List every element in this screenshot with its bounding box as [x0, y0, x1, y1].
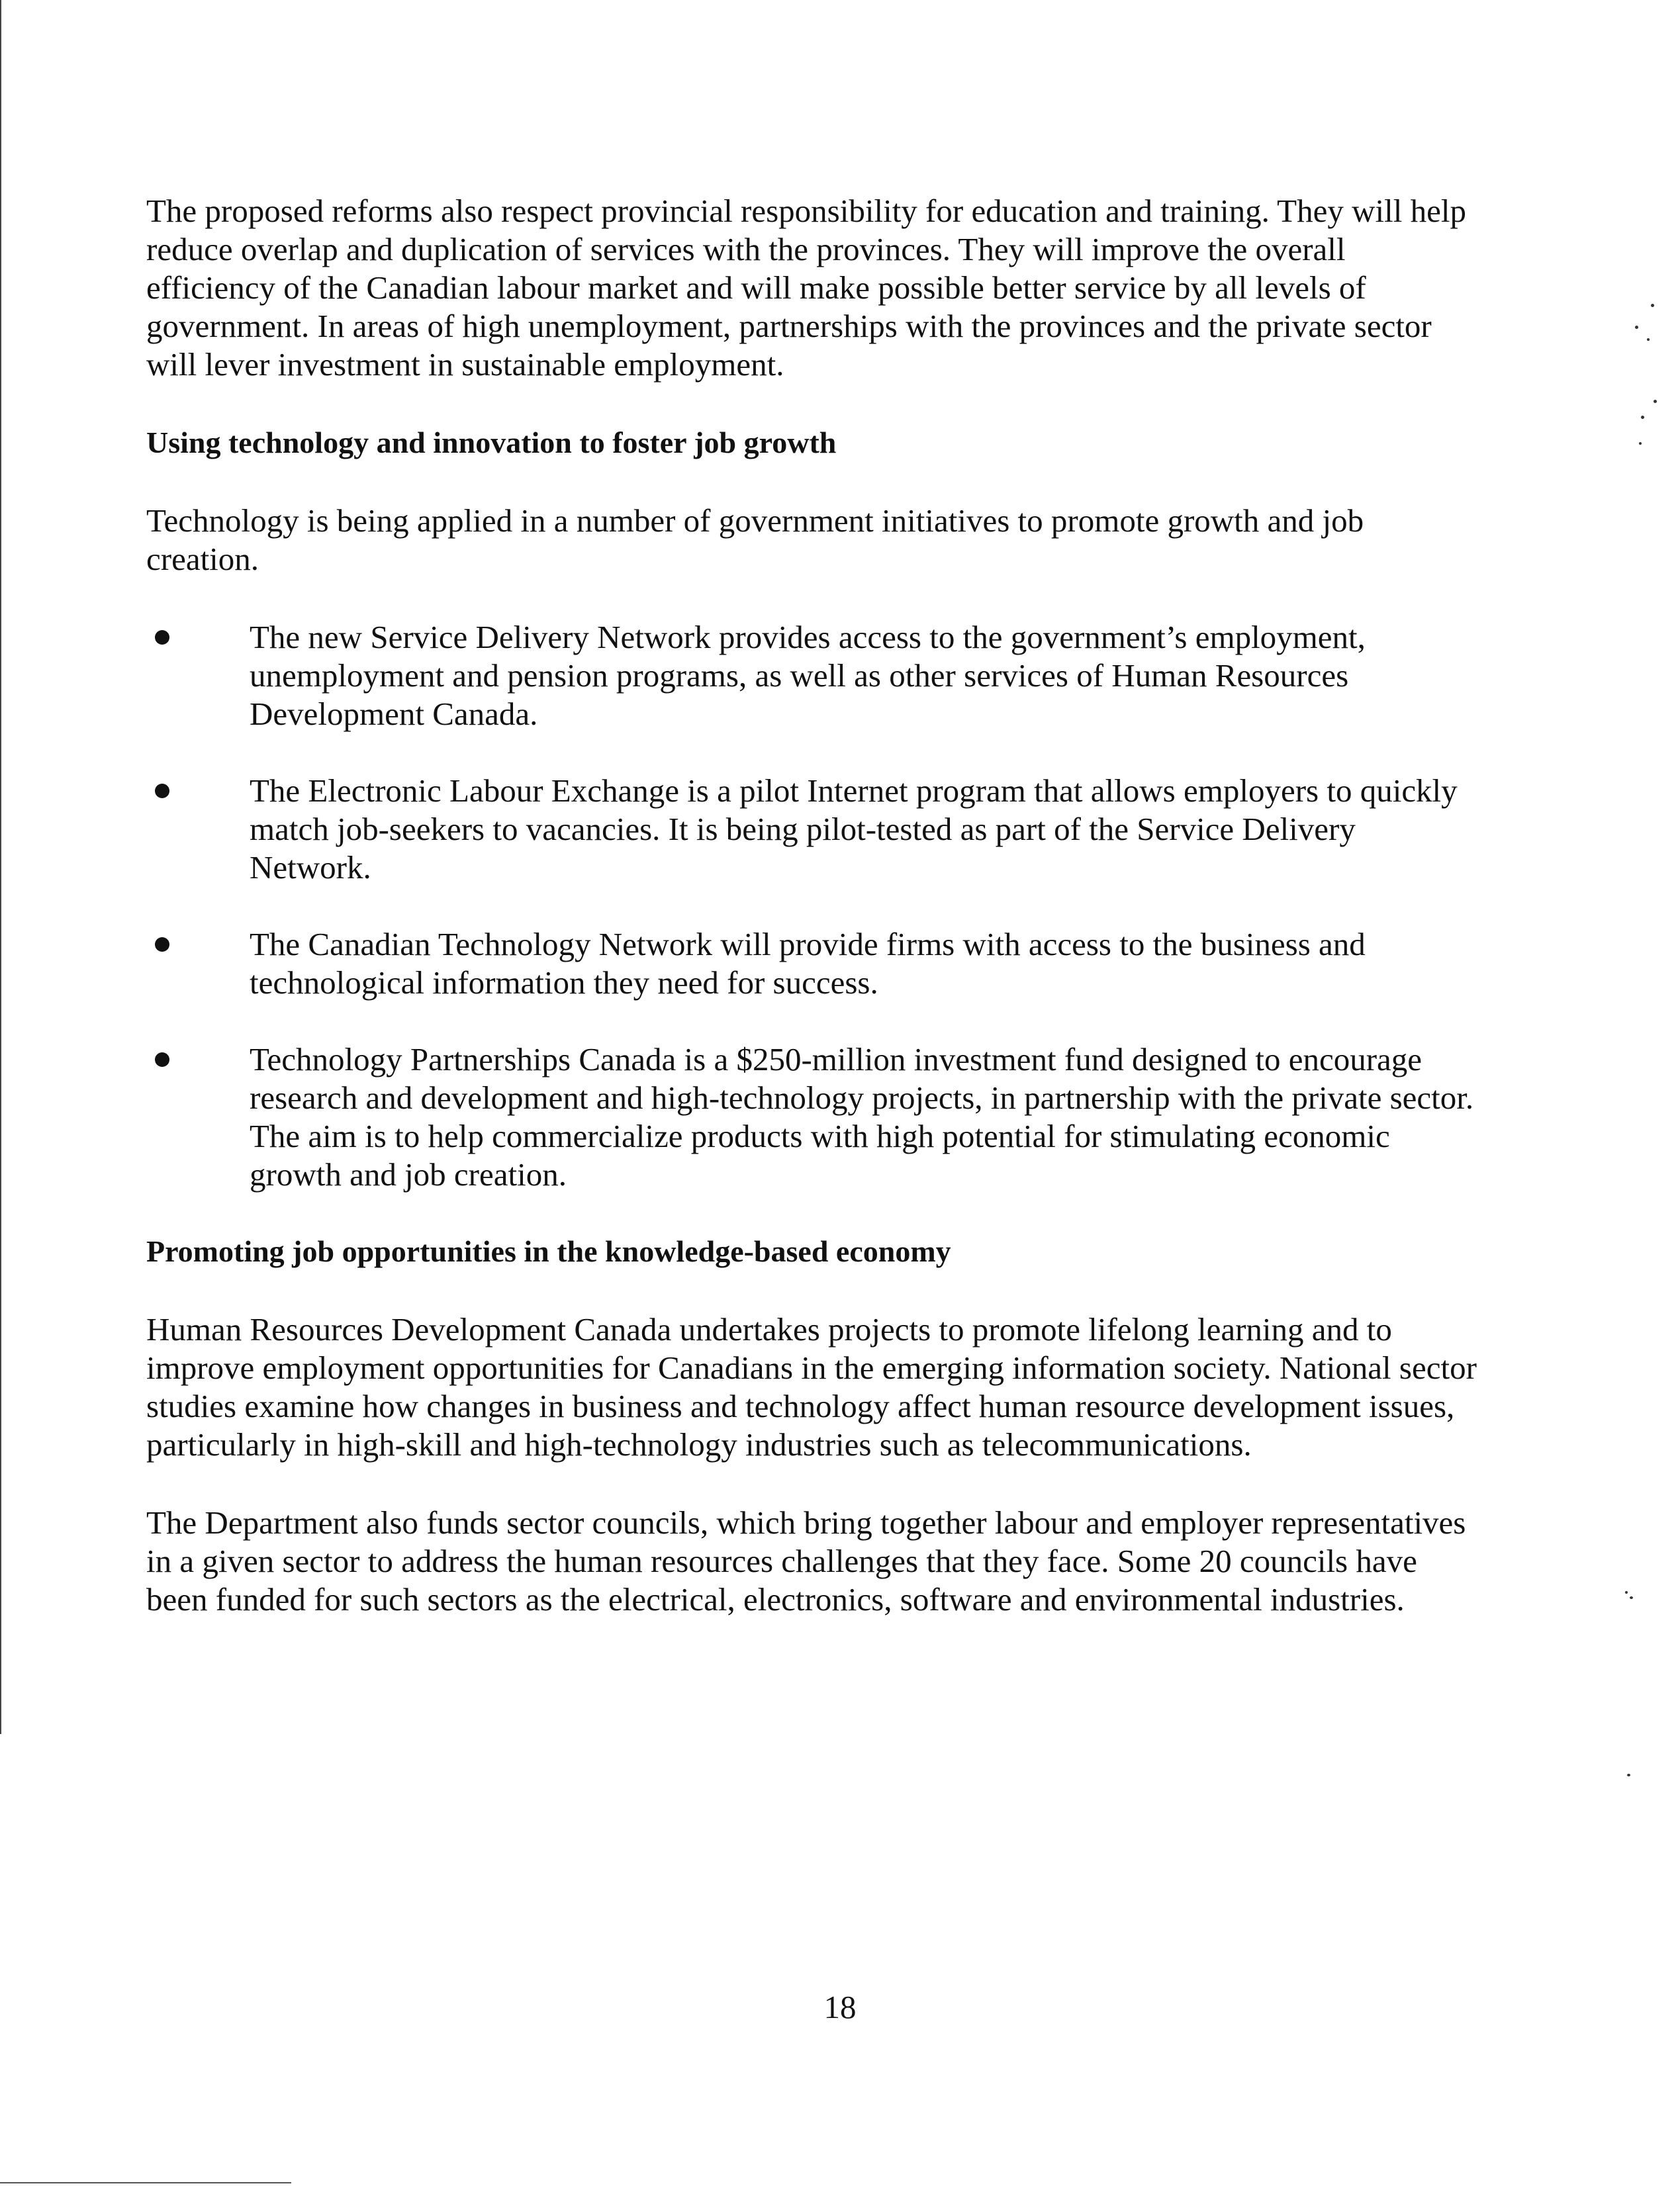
- list-item: [146, 925, 1477, 1002]
- list-item: [146, 618, 1477, 733]
- bullet-icon: [155, 1052, 169, 1067]
- scan-speck: [1639, 442, 1642, 445]
- paragraph-hrdc-projects: Human Resources Development Canada undertakes projects to promote lifelong learning and to improve employment opportunities for Canadians in the emerging information society. National sector studies examine how changes in business and technology affect human resource development issues, particularly in high-skill and high-technology industries such as telecommunications.: [146, 1311, 1477, 1463]
- heading-technology-innovation: Using technology and innovation to foster job growth: [146, 426, 837, 459]
- list-item-text: The Canadian Technology Network will provide firms with access to the business and technological information they need for success.: [250, 926, 1366, 1001]
- paragraph-sector-councils: The Department also funds sector councils, which bring together labour and employer representatives in a given sector to address the human resources challenges that they face. Some 20 councils have been funded for such sectors as the electrical, electronics, software and environmental industries.: [146, 1504, 1466, 1618]
- list-item-text: Technology Partnerships Canada is a $250-million investment fund designed to encourage research and development and high-technology projects, in partnership with the private sector. The aim is to help commercialize products with high potential for stimulating economic growth and job creation.: [250, 1041, 1474, 1193]
- list-item-text: The Electronic Labour Exchange is a pilot Internet program that allows employers to quickly match job-seekers to vacancies. It is being pilot-tested as part of the Service Delivery Network.: [250, 772, 1458, 886]
- list-item: [146, 1040, 1477, 1194]
- bullet-icon: [155, 630, 169, 645]
- scan-speck: [1625, 1591, 1628, 1594]
- list-item: [146, 772, 1477, 887]
- scan-speck: [1635, 326, 1638, 329]
- scan-speck: [1630, 1596, 1633, 1599]
- page-content: [146, 192, 1477, 1619]
- paragraph-reforms: The proposed reforms also respect provincial responsibility for education and training. They will help reduce overlap and duplication of services with the provinces. They will improve the overall efficiency of the Canadian labour market and will make possible better service by all levels of government. In areas of high unemployment, partnerships with the provinces and the private sector will lever investment in sustainable employment.: [146, 193, 1466, 383]
- scan-speck: [1654, 400, 1657, 403]
- scan-speck: [1627, 1774, 1630, 1776]
- heading-knowledge-economy: Promoting job opportunities in the knowledge-based economy: [146, 1234, 951, 1268]
- scan-speck: [1651, 304, 1654, 307]
- scan-speck: [1647, 338, 1650, 341]
- scan-bottom-line: [0, 2182, 291, 2183]
- list-item-text: The new Service Delivery Network provides access to the government’s employment, unemployment and pension programs, as well as other services of Human Resources Development Canada.: [250, 619, 1366, 732]
- bullet-icon: [155, 937, 169, 952]
- paragraph-technology-intro: Technology is being applied in a number of government initiatives to promote growth and job creation.: [146, 502, 1364, 577]
- technology-initiatives-list: [146, 618, 1477, 1194]
- bullet-icon: [155, 784, 169, 798]
- scan-edge-line: [0, 0, 1, 1734]
- page-number: 18: [823, 1989, 857, 2025]
- scan-speck: [1641, 416, 1644, 419]
